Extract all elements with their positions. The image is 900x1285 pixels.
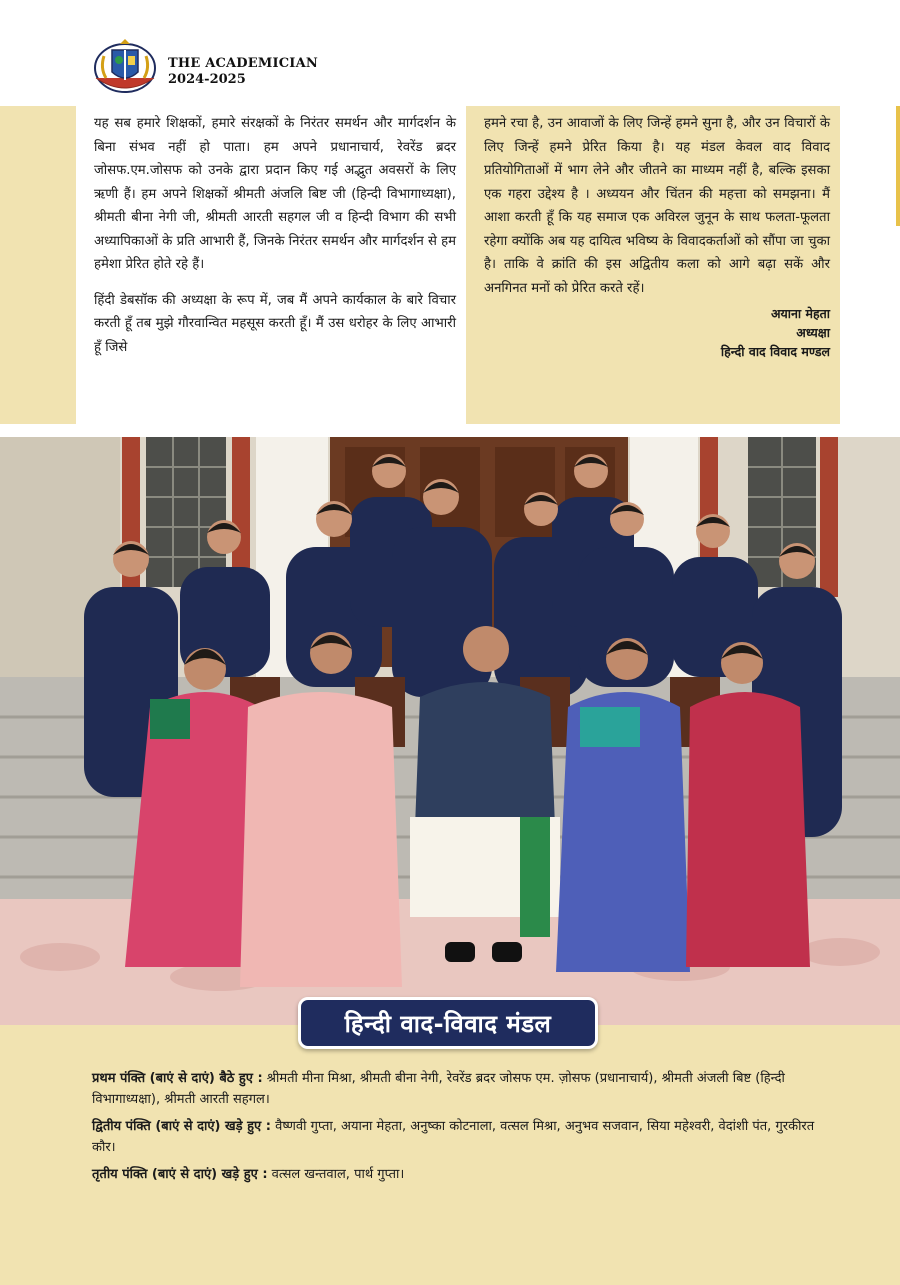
signature-org: हिन्दी वाद विवाद मण्डल — [720, 344, 830, 359]
club-title-banner — [298, 997, 598, 1049]
caption-row-names: वत्सल खन्तवाल, पार्थ गुप्ता। — [267, 1167, 405, 1182]
magazine-year: 2024-2025 — [168, 72, 246, 87]
right-margin — [840, 106, 900, 424]
caption-row-names: वैष्णवी गुप्ता, अयाना मेहता, अनुष्का कोटनाला, वत्सल मिश्रा, अनुभव सजवान, सिया महेश्वरी, वेदांशी पंत, गुरकीरत कौर। — [92, 1119, 815, 1155]
left-text-column — [76, 106, 466, 424]
decorative-strip — [896, 106, 900, 226]
group-photo-illustration — [0, 437, 900, 1025]
left-paragraph-1: यह सब हमारे शिक्षकों, हमारे संरक्षकों के निरंतर समर्थन और मार्गदर्शन के बिना संभव नहीं हो पाता। हम अपने प्रधानाचार्य, रेवरेंड ब्रदर जोसफ.एम.जोसफ को उनके द्वारा प्रदान किए गई अद्भुत अवसरों के लिए ऋणी हैं। हम अपने शिक्षकों श्रीमती अंजलि बिष्ट जी (हिन्दी विभागाध्यक्षा), श्रीमती बीना नेगी जी, श्रीमती आरती सहगल जी व हिन्दी विभाग की सभी अध्यापिकाओं के प्रति आभारी हैं, जिनके निरंतर समर्थन और मार्गदर्शन से हम हमेशा प्रेरित होते रहे हैं। — [94, 116, 456, 272]
school-crest-icon — [92, 38, 158, 96]
signature-name: अयाना मेहता — [770, 306, 830, 321]
page-header — [92, 38, 492, 96]
signature-role: अध्यक्षा — [796, 325, 830, 340]
caption-row-second — [92, 1116, 832, 1158]
photo-caption-rows — [92, 1068, 832, 1191]
caption-row-label: प्रथम पंक्ति (बाएं से दाएं) बैठे हुए : — [92, 1071, 263, 1086]
right-text-column — [466, 106, 840, 424]
caption-row-label: तृतीय पंक्ति (बाएं से दाएं) खड़े हुए : — [92, 1167, 268, 1182]
caption-row-first — [92, 1068, 832, 1110]
caption-row-names: श्रीमती मीना मिश्रा, श्रीमती बीना नेगी, रेवरेंड ब्रदर जोसफ एम. ज़ोसफ (प्रधानाचार्य), श्रीमती अंजली बिष्ट (हिन्दी विभागाध्यक्षा), श्रीमती आरती सहगल। — [92, 1071, 785, 1107]
left-paragraph-2: हिंदी डेबसॉक की अध्यक्षा के रूप में, जब मैं अपने कार्यकाल के बारे विचार करती हूँ तब मुझे गौरवान्वित महसूस करती हूँ। मैं उस धरोहर के लिए आभारी हूँ जिसे — [94, 292, 456, 355]
right-paragraph-1: हमने रचा है, उन आवाजों के लिए जिन्हें हमने सुना है, और उन विचारों के लिए जिन्हें हमने प्रेरित किया है। यह मंडल केवल वाद विवाद प्रतियोगिताओं में भाग लेने और जीतने का माध्यम नहीं है, बल्कि इसका एक गहरा उद्देश्य है । अध्ययन और चिंतन की महत्ता को समझना। मैं आशा करती हूँ कि यह समाज एक अविरल जुनून के साथ फलता-फूलता रहेगा क्योंकि अब यह दायित्व भविष्य के विवादकर्ताओं को सौंपा जा चुका है। ताकि वे क्रांति की इस अद्वितीय कला को आगे बढ़ा सकें और अनगिनत मनों को प्रेरित करते रहें। — [484, 116, 830, 296]
magazine-title: THE ACADEMICIAN — [168, 56, 318, 71]
club-title: हिन्दी वाद-विवाद मंडल — [344, 1009, 552, 1038]
group-photo — [0, 437, 900, 1025]
caption-row-third — [92, 1164, 832, 1185]
caption-row-label: द्वितीय पंक्ति (बाएं से दाएं) खड़े हुए : — [92, 1119, 271, 1134]
